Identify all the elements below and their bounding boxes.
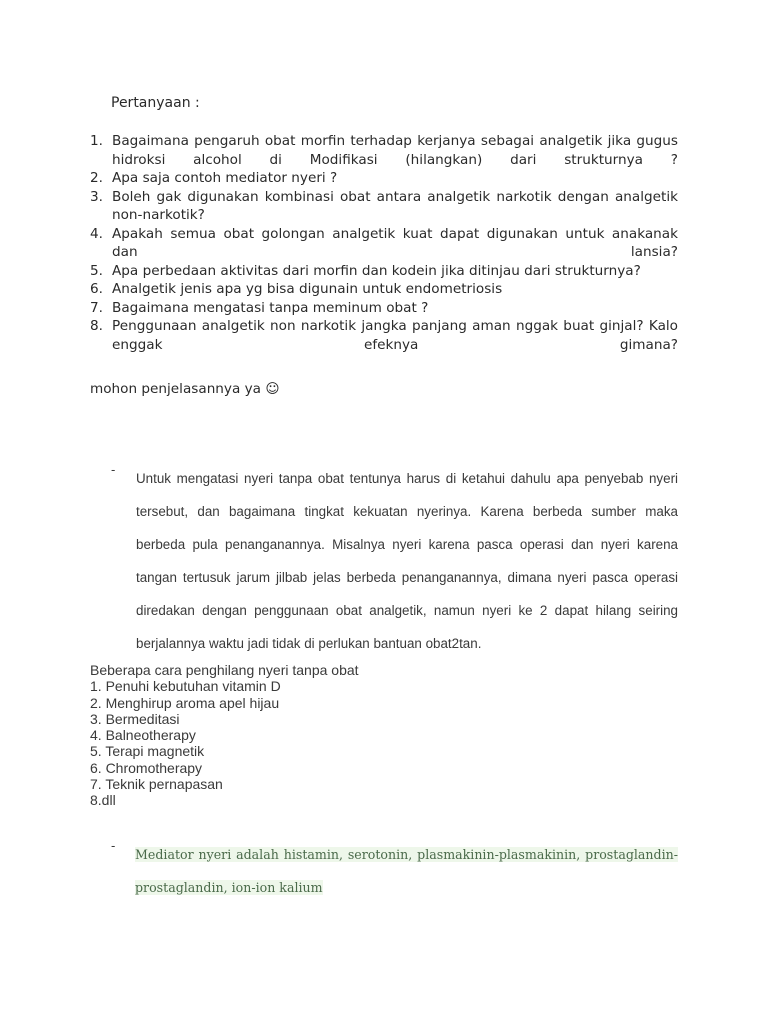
- question-item: [90, 188, 678, 225]
- question-text: Bagaimana pengaruh obat morfin terhadap kerjanya sebagai analgetik jika gugus hidroksi alcohol di Modifikasi (hilangkan) dari strukturnya ?: [112, 133, 678, 168]
- question-number: 5.: [90, 262, 103, 279]
- question-number: 2.: [90, 170, 103, 186]
- closing-line: mohon penjelasannya ya ☺: [90, 381, 280, 397]
- question-number: 3.: [90, 188, 103, 205]
- tips-list-item: 4. Balneotherapy: [90, 727, 196, 744]
- tips-list-item: 1. Penuhi kebutuhan vitamin D: [90, 678, 281, 695]
- tips-list-item: 7. Teknik pernapasan: [90, 776, 223, 793]
- question-item: [90, 280, 678, 299]
- bullet-dash: -: [111, 838, 116, 853]
- bullet-dash: -: [111, 462, 116, 477]
- highlighted-text: Mediator nyeri adalah histamin, serotonin, plasmakinin-plasmakinin, prostaglandin-prostaglandin, ion-ion kalium: [135, 847, 678, 895]
- question-item: [90, 299, 678, 318]
- question-number: 8.: [90, 318, 103, 334]
- question-text: Bagaimana mengatasi tanpa meminum obat ?: [112, 299, 429, 316]
- question-number: 7.: [90, 299, 103, 316]
- tips-heading: Beberapa cara penghilang nyeri tanpa obat: [90, 662, 359, 678]
- question-item: [90, 262, 678, 281]
- question-item: [90, 169, 678, 188]
- question-text: Apakah semua obat golongan analgetik kuat dapat digunakan untuk anakanak dan lansia?: [112, 225, 678, 260]
- tips-block: [90, 662, 359, 809]
- question-text: Penggunaan analgetik non narkotik jangka panjang aman nggak buat ginjal? Kalo enggak efeknya gimana?: [112, 318, 678, 353]
- questions-heading: Pertanyaan :: [111, 95, 200, 111]
- question-number: 6.: [90, 281, 103, 297]
- tips-list-item: 5. Terapi magnetik: [90, 743, 205, 760]
- answer-paragraph-2: [111, 838, 678, 904]
- answer-text: Untuk mengatasi nyeri tanpa obat tentunya harus di ketahui dahulu apa penyebab nyeri tersebut, dan bagaimana tingkat kekuatan nyerinya. Karena berbeda sumber maka berbeda pula penanganannya. Misalnya nyeri karena pasca operasi dan nyeri karena tangan tertusuk jarum jilbab jelas berbeda penanganannya, dimana nyeri pasca operasi diredakan dengan penggunaan obat analgetik, namun nyeri ke 2 dapat hilang seiring berjalannya waktu jadi tidak di perlukan bantuan obat2tan.: [136, 471, 678, 651]
- question-number: 1.: [90, 133, 103, 149]
- answer-paragraph-1: [111, 462, 678, 660]
- questions-list: [90, 132, 678, 354]
- question-item: [90, 225, 678, 262]
- question-number: 4.: [90, 225, 103, 242]
- question-text: Apa perbedaan aktivitas dari morfin dan kodein jika ditinjau dari strukturnya?: [112, 262, 641, 279]
- question-item: [90, 132, 678, 169]
- question-item: [90, 317, 678, 354]
- tips-list-item: 6. Chromotherapy: [90, 759, 203, 776]
- question-text: Analgetik jenis apa yg bisa digunain untuk endometriosis: [112, 281, 503, 297]
- tips-list-item: 2. Menghirup aroma apel hijau: [90, 694, 280, 711]
- question-text: Boleh gak digunakan kombinasi obat antara analgetik narkotik dengan analgetik non-narkotik?: [112, 188, 678, 223]
- answer-text: [135, 838, 678, 904]
- tips-list-item: 8.dll: [90, 792, 116, 809]
- question-text: Apa saja contoh mediator nyeri ?: [112, 170, 338, 186]
- tips-list-item: 3. Bermeditasi: [90, 710, 180, 727]
